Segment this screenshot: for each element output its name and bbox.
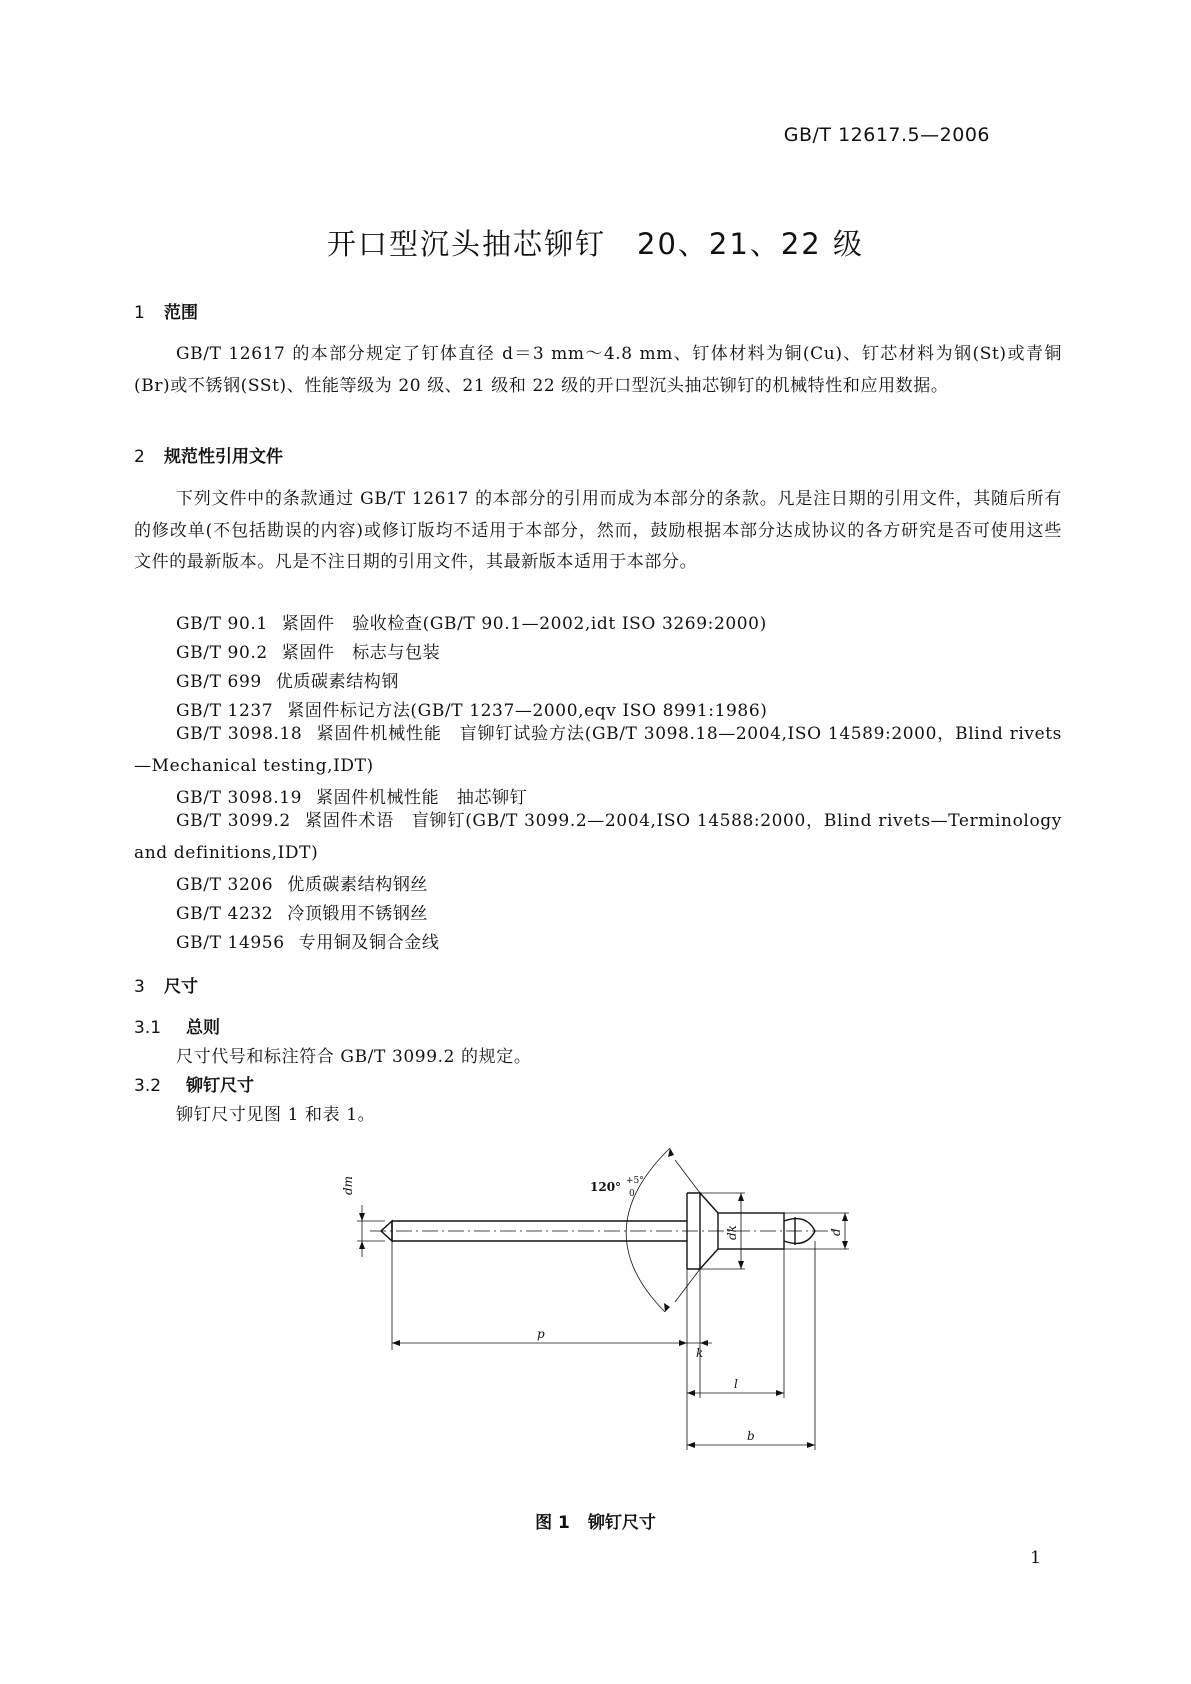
reference-title: 紧固件 标志与包装 xyxy=(281,643,441,663)
section-number: 3.2 xyxy=(134,1076,162,1096)
figure-title: 铆钉尺寸 xyxy=(587,1513,656,1533)
reference-title: 优质碳素结构钢丝 xyxy=(287,875,429,895)
dk-label: dk xyxy=(725,1225,739,1240)
d-label: d xyxy=(829,1228,843,1236)
section-2-intro: 下列文件中的条款通过 GB/T 12617 的本部分的引用而成为本部分的条款。凡是注日期的引用文件，其随后所有的修改单(不包括勘误的内容)或修订版均不适用于本部分，然而，鼓励根据本部分达成协议的各方研究是否可使用这些文件的最新版本。凡是不注日期的引用文件，其最新版本适用于本部分。 xyxy=(134,489,1062,572)
reference-title: 紧固件机械性能 抽芯铆钉 xyxy=(316,788,528,808)
reference-title: 紧固件标记方法(GB/T 1237—2000,eqv ISO 8991:1986) xyxy=(287,701,768,721)
reference-code: GB/T 90.2 xyxy=(176,643,268,663)
k-label: k xyxy=(696,1346,704,1360)
reference-title: 优质碳素结构钢 xyxy=(275,672,399,692)
reference-code: GB/T 4232 xyxy=(176,904,274,924)
section-number: 3 xyxy=(134,977,145,997)
section-3-2-text: 铆钉尺寸见图 1 和表 1。 xyxy=(176,1105,376,1125)
figure-caption xyxy=(0,1508,1191,1533)
angle-label: 120° xyxy=(590,1180,622,1194)
standard-number: GB/T 12617.5—2006 xyxy=(783,124,990,146)
section-number: 3.1 xyxy=(134,1018,162,1038)
section-number: 2 xyxy=(134,447,145,467)
angle-tolerance-lower: 0 xyxy=(629,1189,635,1199)
reference-title: 紧固件 验收检查(GB/T 90.1—2002,idt ISO 3269:2000) xyxy=(281,614,767,634)
section-3-1-text: 尺寸代号和标注符合 GB/T 3099.2 的规定。 xyxy=(176,1047,532,1067)
section-title: 规范性引用文件 xyxy=(164,447,283,467)
l-label: l xyxy=(734,1377,738,1391)
section-title: 范围 xyxy=(164,303,198,323)
reference-title: 专用铜及铜合金线 xyxy=(298,933,440,953)
section-title: 尺寸 xyxy=(164,977,198,997)
reference-code: GB/T 3098.18 xyxy=(176,724,303,744)
reference-code: GB/T 699 xyxy=(176,672,262,692)
reference-code: GB/T 3206 xyxy=(176,875,274,895)
section-title: 总则 xyxy=(186,1018,220,1038)
angle-tolerance-upper: +5° xyxy=(626,1176,644,1186)
reference-title: 紧固件机械性能 盲铆钉试验方法(GB/T 3098.18—2004,ISO 14589:2000，Blind rivets—Mechanical testing,IDT) xyxy=(134,724,1062,776)
angle-arc xyxy=(626,1148,670,1312)
section-number: 1 xyxy=(134,303,145,323)
reference-code: GB/T 3098.19 xyxy=(176,788,303,808)
section-1-paragraph: GB/T 12617 的本部分规定了钉体直径 d＝3 mm～4.8 mm、钉体材料为铜(Cu)、钉芯材料为钢(St)或青铜(Br)或不锈钢(SSt)、性能等级为 20 级、21 级和 22 级的开口型沉头抽芯铆钉的机械特性和应用数据。 xyxy=(134,344,1062,396)
page-title: 开口型沉头抽芯铆钉 20、21、22 级 xyxy=(327,227,864,261)
reference-code: GB/T 14956 xyxy=(176,933,285,953)
b-label: b xyxy=(747,1429,755,1443)
reference-code: GB/T 3099.2 xyxy=(176,811,291,831)
page-number: 1 xyxy=(1030,1548,1041,1568)
p-label: p xyxy=(537,1327,545,1341)
reference-code: GB/T 1237 xyxy=(176,701,274,721)
dm-label: dm xyxy=(341,1175,355,1195)
reference-title: 紧固件术语 盲铆钉(GB/T 3099.2—2004,ISO 14588:2000，Blind rivets—Terminology and definitions,IDT) xyxy=(134,811,1062,863)
reference-title: 冷顶锻用不锈钢丝 xyxy=(287,904,429,924)
figure-number: 图 1 xyxy=(535,1513,570,1533)
reference-code: GB/T 90.1 xyxy=(176,614,268,634)
section-title: 铆钉尺寸 xyxy=(186,1076,254,1096)
